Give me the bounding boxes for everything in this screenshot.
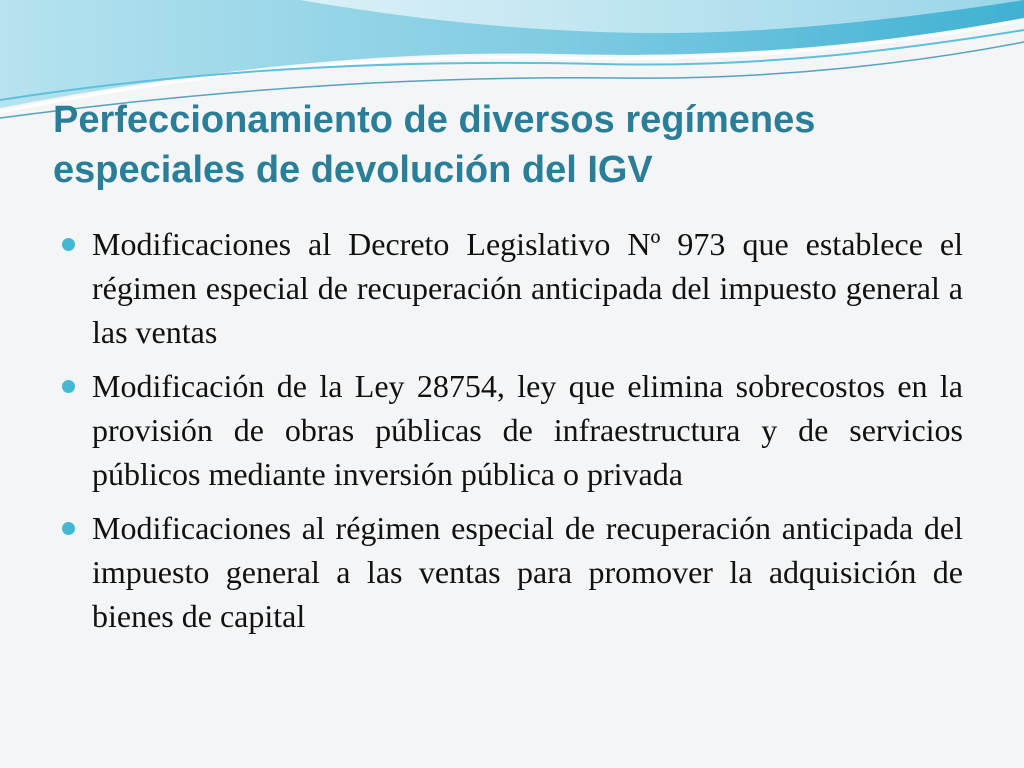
bullet-text: Modificaciones al régimen especial de recuperación anticipada del impuesto general a las ventas para promover la adquisición de bienes de capital: [92, 510, 963, 634]
bullet-list: [56, 222, 963, 648]
bullet-item: [56, 506, 963, 638]
bullet-dot-icon: [62, 522, 75, 535]
bullet-text: Modificación de la Ley 28754, ley que elimina sobrecostos en la provisión de obras públicas de infraestructura y de servicios públicos mediante inversión pública o privada: [92, 368, 963, 492]
bullet-text: Modificaciones al Decreto Legislativo Nº 973 que establece el régimen especial de recuperación anticipada del impuesto general a las ventas: [92, 226, 963, 350]
bullet-dot-icon: [62, 380, 75, 393]
bullet-dot-icon: [62, 238, 75, 251]
bullet-item: [56, 222, 963, 354]
slide-title: Perfeccionamiento de diversos regímenes especiales de devolución del IGV: [53, 99, 816, 191]
bullet-item: [56, 364, 963, 496]
